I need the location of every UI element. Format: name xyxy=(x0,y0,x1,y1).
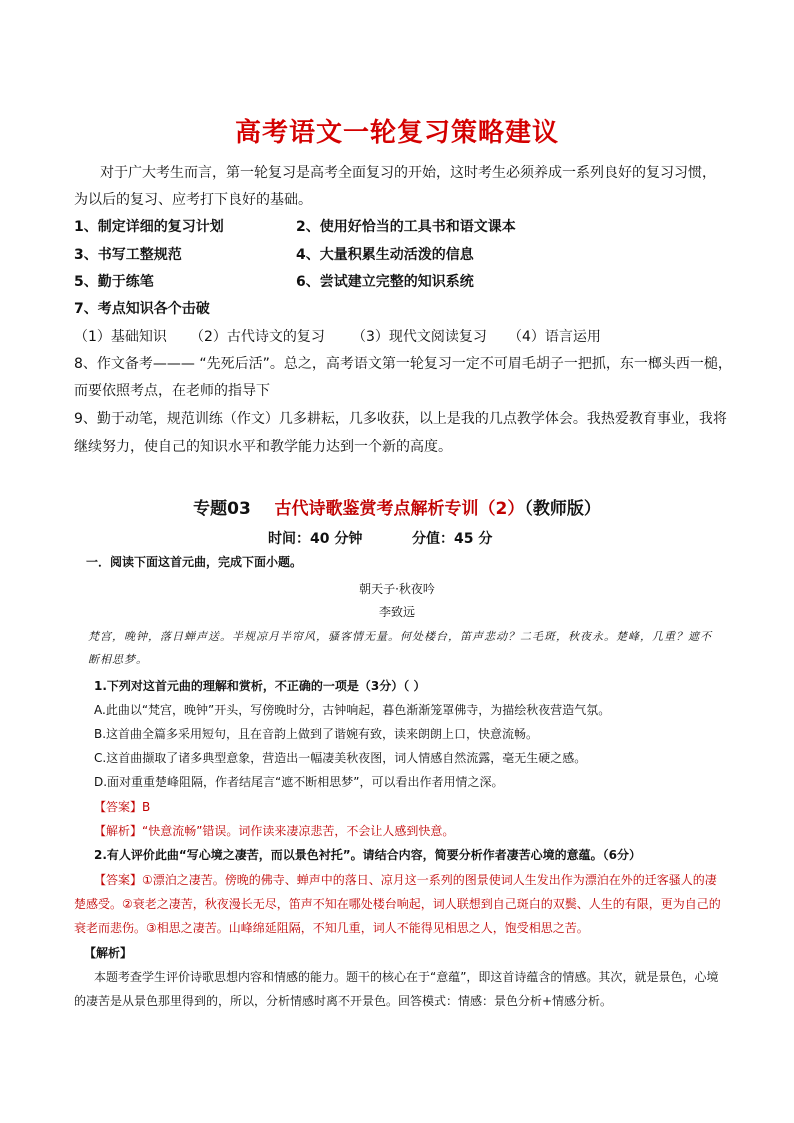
section-prefix: 专题03 xyxy=(193,499,251,519)
tip-7: 7、考点知识各个击破 xyxy=(74,301,210,317)
q2-analysis-line-1: 本题考查学生评价诗歌思想内容和情感的能力。题干的核心在于“意蕴”，即这首诗蕴含的情感。其次，就是景色，心境 xyxy=(94,970,719,984)
q2-answer-line-1: 【答案】①漂泊之凄苦。傍晚的佛寺、蝉声中的落日、凉月这一系列的图景使词人生发出作为漂泊在外的迁客骚人的凄 xyxy=(94,873,717,887)
tip-1: 1、制定详细的复习计划 xyxy=(74,219,224,235)
subtip-2: （2）古代诗文的复习 xyxy=(190,329,325,345)
q1-stem: 1.下列对这首元曲的理解和赏析，不正确的一项是（3分）（ ） xyxy=(94,679,426,693)
poem-author: 李致远 xyxy=(378,605,415,619)
poem-line-2: 断相思梦。 xyxy=(88,653,148,666)
poem-title: 朝天子·秋夜吟 xyxy=(359,582,435,596)
section-suffix: （教师版） xyxy=(524,499,601,519)
intro-line-1: 对于广大考生而言，第一轮复习是高考全面复习的开始，这时考生必须养成一系列良好的复习习惯， xyxy=(100,165,716,181)
q2-analysis-label: 【解析】 xyxy=(84,946,133,960)
section-title: 古代诗歌鉴赏考点解析专训（2） xyxy=(274,499,525,519)
tip-6: 6、尝试建立完整的知识系统 xyxy=(296,274,474,290)
score-total: 分值：45 分 xyxy=(412,531,493,547)
poem-line-1: 梵宫，晚钟，落日蝉声送。半规凉月半帘风，骚客情无量。何处楼台，笛声悲动？二毛斑，秋夜永。楚峰，几重？遮不 xyxy=(88,630,712,643)
tip-9-line-2: 继续努力，使自己的知识水平和教学能力达到一个新的高度。 xyxy=(74,439,452,455)
q1-answer: 【答案】B xyxy=(94,800,151,814)
q2-stem: 2.有人评价此曲“写心境之凄苦，而以景色衬托”。请结合内容，简要分析作者凄苦心境的意蕴。（6分） xyxy=(94,848,642,862)
section-heading xyxy=(0,494,794,519)
tip-5: 5、勤于练笔 xyxy=(74,274,154,290)
subtip-1: （1）基础知识 xyxy=(74,329,167,345)
q1-option-b: B.这首曲全篇多采用短句，且在音韵上做到了谐婉有致，读来朗朗上口，快意流畅。 xyxy=(94,727,539,741)
reading-instruction: 一．阅读下面这首元曲，完成下面小题。 xyxy=(86,555,303,569)
tip-8-line-2: 而要依照考点，在老师的指导下 xyxy=(74,383,270,399)
tip-9-line-1: 9、勤于动笔，规范训练（作文）几多耕耘，几多收获，以上是我的几点教学体会。我热爱教育事业，我将 xyxy=(74,411,727,427)
q2-answer-line-2: 楚感受。②衰老之凄苦，秋夜漫长无尽，笛声不知在哪处楼台响起，词人联想到自己斑白的双鬓、人生的有限，更为自己的 xyxy=(74,897,721,911)
q1-analysis: 【解析】“快意流畅”错误。词作读来凄凉悲苦，不会让人感到快意。 xyxy=(94,824,455,838)
q1-option-a: A.此曲以“梵宫，晚钟”开头，写傍晚时分，古钟响起，暮色渐渐笼罩佛寺，为描绘秋夜营造气氛。 xyxy=(94,703,611,717)
subtip-3: （3）现代文阅读复习 xyxy=(352,329,487,345)
q2-analysis-line-2: 的凄苦是从景色那里得到的，所以，分析情感时离不开景色。回答模式：情感：景色分析+情感分析。 xyxy=(74,994,613,1008)
subtip-4: （4）语言运用 xyxy=(508,329,601,345)
time-limit: 时间：40 分钟 xyxy=(268,531,363,547)
tip-2: 2、使用好恰当的工具书和语文课本 xyxy=(296,219,516,235)
intro-line-2: 为以后的复习、应考打下良好的基础。 xyxy=(74,192,312,208)
tip-8-line-1: 8、作文备考——— “先死后活”。总之，高考语文第一轮复习一定不可眉毛胡子一把抓，东一榔头西一槌， xyxy=(74,356,732,372)
tip-3: 3、书写工整规范 xyxy=(74,247,182,263)
q1-option-d: D.面对重重楚峰阻隔，作者结尾言“遮不断相思梦”，可以看出作者用情之深。 xyxy=(94,775,504,789)
tip-4: 4、大量积累生动活泼的信息 xyxy=(296,247,474,263)
page-title: 高考语文一轮复习策略建议 xyxy=(234,118,559,148)
q2-answer-line-3: 衰老而悲伤。③相思之凄苦。山峰绵延阻隔，不知几重，词人不能得见相思之人，饱受相思之苦。 xyxy=(74,921,589,935)
q1-option-c: C.这首曲撷取了诸多典型意象，营造出一幅凄美秋夜图，词人情感自然流露，毫无生硬之感。 xyxy=(94,751,587,765)
